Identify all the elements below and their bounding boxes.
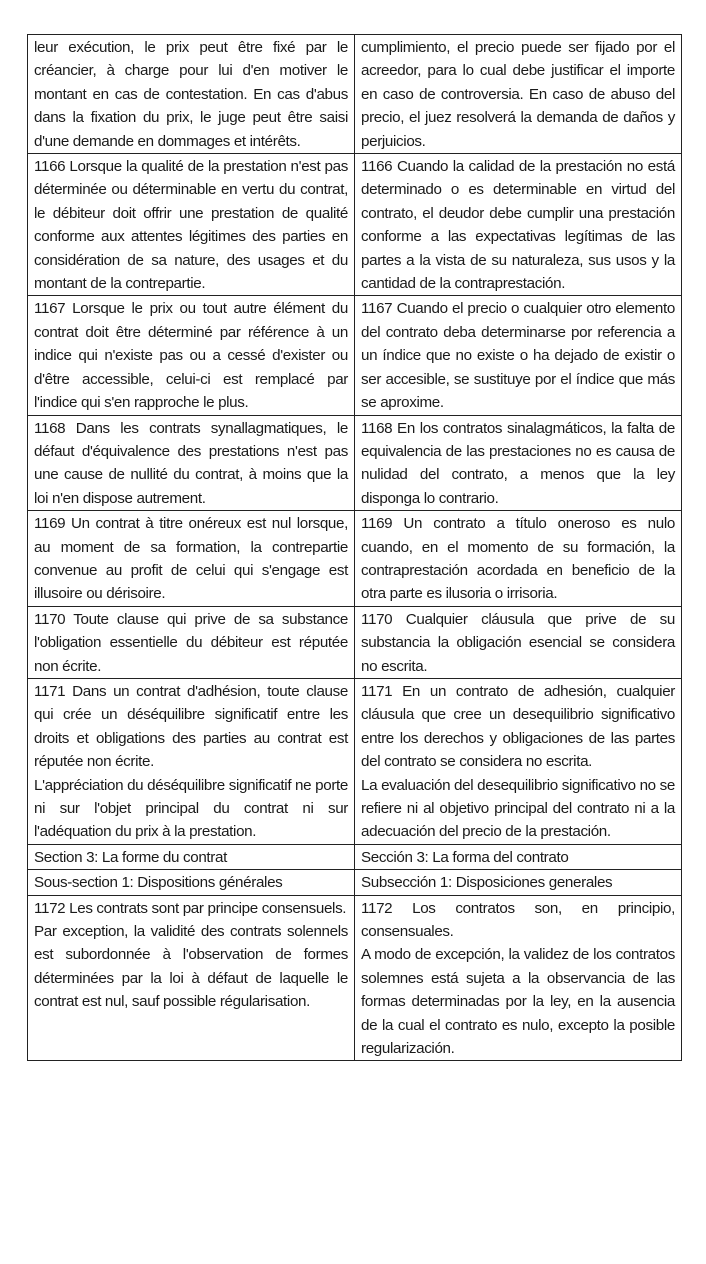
french-paragraph: 1166 Lorsque la qualité de la prestation n'est pas déterminée ou déterminable en vertu du contrat, le débiteur doit offrir une prestation de qualité conforme aux attentes légitimes des parties en considération de sa nature, des usages et du montant de la contrepartie. (34, 158, 348, 293)
french-paragraph: 1168 Dans les contrats synallagmatiques, le défaut d'équivalence des prestations n'est pas une cause de nullité du contrat, à moins que la loi n'en dispose autrement. (34, 419, 348, 507)
french-paragraph: leur exécution, le prix peut être fixé par le créancier, à charge pour lui d'en motiver le montant en cas de contestation. En cas d'abus dans la fixation du prix, le juge peut être saisi d'une demande en dommages et intérêts. (34, 39, 348, 150)
spanish-paragraph: cumplimiento, el precio puede ser fijado por el acreedor, para lo cual debe justificar el importe en caso de controversia. En caso de abuso del precio, el juez resolverá la demanda de daños y perjuicios. (361, 39, 675, 150)
french-cell (28, 678, 355, 844)
table-row (28, 895, 682, 1061)
subsection-title: Subsección 1: Disposiciones generales (361, 874, 613, 892)
french-paragraph: 1169 Un contrat à titre onéreux est nul lorsque, au moment de sa formation, la contrepartie convenue au profit de celui qui s'engage est illusoire ou dérisoire. (34, 515, 348, 603)
french-cell (28, 35, 355, 154)
table-row (28, 296, 682, 415)
section-title: Section 3: La forme du contrat (34, 848, 227, 866)
document-page (27, 34, 682, 1061)
french-cell (28, 154, 355, 296)
spanish-cell (355, 296, 682, 415)
french-paragraph: 1167 Lorsque le prix ou tout autre élément du contrat doit être déterminé par référence à un indice qui n'existe pas ou a cessé d'exister ou d'être accessible, celui-ci est remplacé par l'indice qui s'en rapproche le plus. (34, 300, 348, 412)
french-paragraph: L'appréciation du déséquilibre significatif ne porte ni sur l'objet principal du contrat ni sur l'adéquation du prix à la prestation. (34, 776, 348, 841)
spanish-cell (355, 415, 682, 511)
spanish-paragraph: La evaluación del desequilibrio significativo no se refiere ni al objetivo principal del contrato ni a la adecuación del precio de la prestación. (361, 776, 675, 841)
table-row (28, 678, 682, 844)
spanish-subsection-heading (355, 870, 682, 895)
spanish-paragraph: 1171 En un contrato de adhesión, cualquier cláusula que cree un desequilibrio significativo entre los derechos y obligaciones de las partes del contrato se considera no escrita. (361, 682, 675, 771)
spanish-section-heading (355, 844, 682, 869)
spanish-paragraph: 1167 Cuando el precio o cualquier otro elemento del contrato deba determinarse por referencia a un índice que no existe o ha dejado de existir o ser accesible, se sustituye por el índice que más se aproxime. (361, 300, 675, 412)
table-row (28, 35, 682, 154)
french-paragraph: 1171 Dans un contrat d'adhésion, toute clause qui crée un déséquilibre significatif entre les droits et obligations des parties au contrat est réputée non écrite. (34, 682, 348, 771)
translation-table (27, 34, 682, 1061)
french-cell (28, 606, 355, 678)
spanish-paragraph: 1169 Un contrato a título oneroso es nulo cuando, en el momento de su formación, la contraprestación acordada en beneficio de la otra parte es ilusoria o irrisoria. (361, 515, 675, 603)
french-paragraph: 1172 Les contrats sont par principe consensuels. (34, 899, 347, 917)
table-row (28, 606, 682, 678)
french-section-heading (28, 844, 355, 869)
section-title: Sección 3: La forma del contrato (361, 848, 569, 866)
french-cell (28, 511, 355, 607)
spanish-cell (355, 895, 682, 1061)
subsection-title: Sous-section 1: Dispositions générales (34, 874, 283, 892)
spanish-cell (355, 154, 682, 296)
spanish-cell (355, 511, 682, 607)
table-row (28, 154, 682, 296)
french-cell (28, 296, 355, 415)
french-cell (28, 895, 355, 1061)
french-cell (28, 415, 355, 511)
spanish-cell (355, 35, 682, 154)
spanish-paragraph: 1170 Cualquier cláusula que prive de su substancia la obligación esencial se considera no escrita. (361, 610, 675, 675)
spanish-paragraph: 1166 Cuando la calidad de la prestación no está determinado o es determinable en virtud del contrato, el deudor debe cumplir una prestación conforme a las expectativas legítimas de las partes a la vista de su naturaleza, sus usos y la cantidad de la contraprestación. (361, 158, 675, 293)
spanish-paragraph: A modo de excepción, la validez de los contratos solemnes está sujeta a la observancia de las formas determinadas por la ley, en la ausencia de la cual el contrato es nulo, excepto la posible regularización. (361, 946, 675, 1058)
french-subsection-heading (28, 870, 355, 895)
table-row (28, 511, 682, 607)
french-paragraph: Par exception, la validité des contrats solennels est subordonnée à l'observation de formes déterminées par la loi à défaut de laquelle le contrat est nul, sauf possible régularisation. (34, 923, 348, 1011)
spanish-cell (355, 678, 682, 844)
spanish-paragraph: 1172 Los contratos son, en principio, consensuales. (361, 899, 675, 941)
french-paragraph: 1170 Toute clause qui prive de sa substance l'obligation essentielle du débiteur est réputée non écrite. (34, 610, 348, 675)
spanish-cell (355, 606, 682, 678)
subsection-heading-row (28, 870, 682, 895)
spanish-paragraph: 1168 En los contratos sinalagmáticos, la falta de equivalencia de las prestaciones no es causa de nulidad del contrato, a menos que la ley disponga lo contrario. (361, 419, 675, 507)
section-heading-row (28, 844, 682, 869)
table-row (28, 415, 682, 511)
